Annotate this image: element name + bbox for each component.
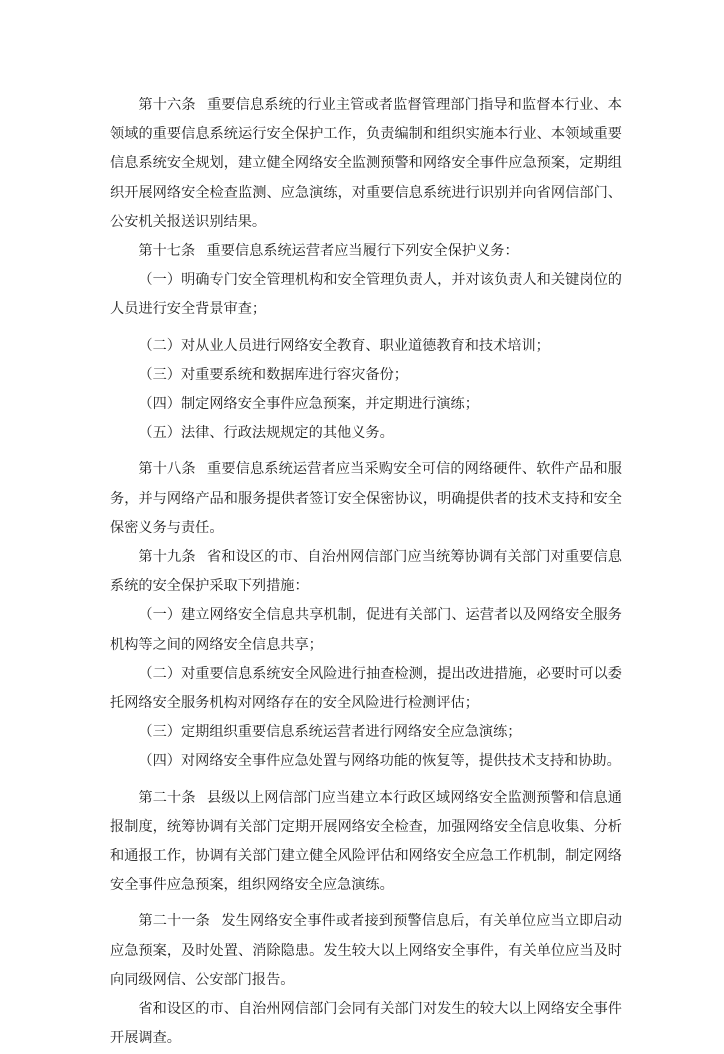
article-17	[110, 237, 622, 266]
list-item: （五）法律、行政法规规定的其他义务。	[138, 425, 394, 442]
article-text: 重要信息系统运营者应当采购安全可信的网络硬件、软件产品和服务，并与网络产品和服务提供者签订安全保密协议，明确提供者的技术支持和安全保密义务与责任。	[110, 461, 622, 536]
article-20	[110, 784, 622, 901]
document-body	[110, 91, 622, 1054]
list-item: （四）对网络安全事件应急处置与网络功能的恢复等，提供技术支持和协助。	[138, 753, 621, 770]
article-heading: 第十六条	[138, 97, 196, 113]
article-16	[110, 91, 622, 237]
list-item: （三）定期组织重要信息系统运营者进行网络安全应急演练；	[138, 724, 522, 741]
article-heading: 第二十一条	[138, 913, 210, 930]
list-item: （二）对重要信息系统安全风险进行抽查检测，提出改进措施，必要时可以委托网络安全服务机构对网络存在的安全风险进行检测评估；	[110, 665, 622, 712]
article-21	[110, 907, 622, 995]
article-text: 发生网络安全事件或者接到预警信息后，有关单位应当立即启动应急预案，及时处置、消除隐患。发生较大以上网络安全事件，有关单位应当及时向同级网信、公安部门报告。	[110, 913, 622, 988]
article-text: 省和设区的市、自治州网信部门应当统筹协调有关部门对重要信息系统的安全保护采取下列措施：	[110, 549, 622, 595]
list-item: （二）对从业人员进行网络安全教育、职业道德教育和技术培训；	[138, 337, 550, 354]
article-heading: 第十七条	[138, 243, 196, 260]
article-text: 县级以上网信部门应当建立本行政区域网络安全监测预警和信息通报制度，统筹协调有关部门定期开展网络安全检查，加强网络安全信息收集、分析和通报工作，协调有关部门建立健全风险评估和网络安全应急工作机制，制定网络安全事件应急预案，组织网络安全应急演练。	[110, 789, 622, 894]
list-item: （一）建立网络安全信息共享机制，促进有关部门、运营者以及网络安全服务机构等之间的网络安全信息共享；	[110, 607, 622, 653]
list-item: （一）明确专门安全管理机构和安全管理负责人，并对该负责人和关键岗位的人员进行安全背景审查；	[110, 272, 622, 318]
list-item: （三）对重要系统和数据库进行容灾备份；	[138, 366, 408, 383]
article-text: 重要信息系统运营者应当履行下列安全保护义务：	[206, 243, 519, 260]
article-heading: 第十九条	[138, 549, 196, 566]
article-18	[110, 455, 622, 543]
article-heading: 第十八条	[138, 461, 196, 478]
article-text: 重要信息系统的行业主管或者监督管理部门指导和监督本行业、本领域的重要信息系统运行安全保护工作，负责编制和组织实施本行业、本领域重要信息系统安全规划，建立健全网络安全监测预警和网络安全事件应急预案，定期组织开展网络安全检查监测、应急演练，对重要信息系统进行识别并向省网信部门、公安机关报送识别结果。	[110, 97, 622, 230]
article-heading: 第二十条	[138, 789, 196, 806]
list-item: （四）制定网络安全事件应急预案，并定期进行演练；	[138, 396, 479, 413]
article-19	[110, 543, 622, 601]
article-21-extra: 省和设区的市、自治州网信部门会同有关部门对发生的较大以上网络安全事件开展调查。	[110, 1001, 622, 1047]
